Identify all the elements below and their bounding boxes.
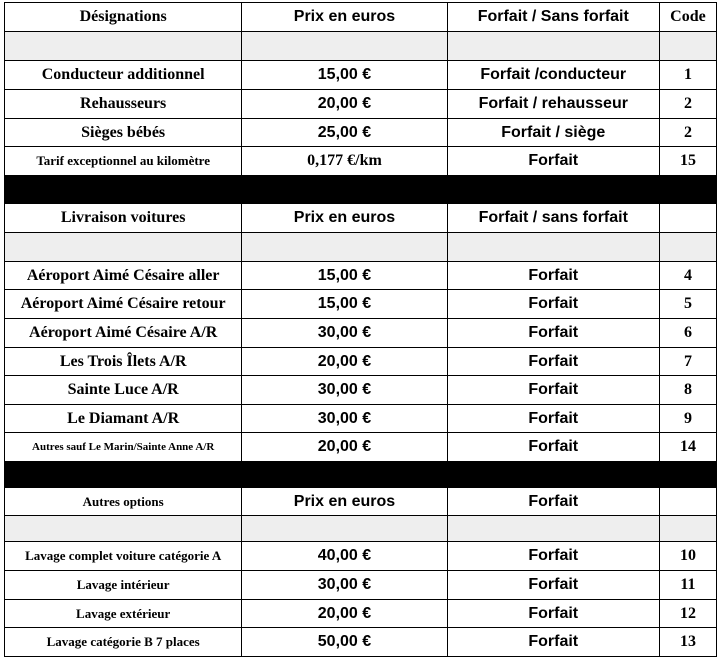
row-code: 9 xyxy=(659,405,716,433)
price-table xyxy=(4,2,717,657)
table-row xyxy=(5,542,717,571)
header-designation: Autres options xyxy=(5,488,242,516)
row-designation: Lavage catégorie B 7 places xyxy=(5,628,242,657)
table-row xyxy=(5,262,717,290)
row-price: 30,00 € xyxy=(242,376,447,405)
header-price: Prix en euros xyxy=(242,204,447,233)
row-code: 12 xyxy=(659,600,716,628)
spacer-row xyxy=(5,233,717,262)
header-code xyxy=(659,488,716,516)
row-type: Forfait / rehausseur xyxy=(447,90,659,119)
row-designation: Lavage extérieur xyxy=(5,600,242,628)
row-type: Forfait / siège xyxy=(447,119,659,147)
row-code: 11 xyxy=(659,571,716,600)
row-designation: Rehausseurs xyxy=(5,90,242,119)
row-price: 20,00 € xyxy=(242,90,447,119)
row-price: 0,177 €/km xyxy=(242,147,447,176)
table-row xyxy=(5,405,717,433)
row-price: 40,00 € xyxy=(242,542,447,571)
row-type: Forfait xyxy=(447,290,659,319)
table-row xyxy=(5,600,717,628)
table-row xyxy=(5,61,717,90)
table-row xyxy=(5,119,717,147)
row-price: 30,00 € xyxy=(242,319,447,348)
row-code: 2 xyxy=(659,119,716,147)
row-code: 6 xyxy=(659,319,716,348)
row-type: Forfait xyxy=(447,262,659,290)
row-price: 30,00 € xyxy=(242,571,447,600)
row-type: Forfait xyxy=(447,405,659,433)
row-designation: Autres sauf Le Marin/Sainte Anne A/R xyxy=(5,433,242,462)
row-price: 20,00 € xyxy=(242,433,447,462)
row-type: Forfait xyxy=(447,348,659,376)
row-code: 14 xyxy=(659,433,716,462)
header-type: Forfait / sans forfait xyxy=(447,204,659,233)
section-header-row xyxy=(5,488,717,516)
row-type: Forfait xyxy=(447,542,659,571)
row-code: 10 xyxy=(659,542,716,571)
row-type: Forfait xyxy=(447,571,659,600)
row-type: Forfait xyxy=(447,319,659,348)
row-code: 4 xyxy=(659,262,716,290)
row-code: 8 xyxy=(659,376,716,405)
table-row xyxy=(5,628,717,657)
table-row xyxy=(5,147,717,176)
row-code: 1 xyxy=(659,61,716,90)
header-type: Forfait / Sans forfait xyxy=(447,3,659,32)
row-designation: Conducteur additionnel xyxy=(5,61,242,90)
row-code: 5 xyxy=(659,290,716,319)
table-row xyxy=(5,433,717,462)
row-price: 25,00 € xyxy=(242,119,447,147)
row-price: 20,00 € xyxy=(242,600,447,628)
table-row xyxy=(5,90,717,119)
table-header-row xyxy=(5,3,717,32)
header-price: Prix en euros xyxy=(242,3,447,32)
section-divider xyxy=(5,462,717,488)
row-designation: Sainte Luce A/R xyxy=(5,376,242,405)
row-type: Forfait /conducteur xyxy=(447,61,659,90)
row-designation: Le Diamant A/R xyxy=(5,405,242,433)
row-code: 15 xyxy=(659,147,716,176)
header-code xyxy=(659,204,716,233)
table-row xyxy=(5,376,717,405)
spacer-row xyxy=(5,516,717,542)
row-price: 20,00 € xyxy=(242,348,447,376)
row-type: Forfait xyxy=(447,628,659,657)
header-code: Code xyxy=(659,3,716,32)
row-type: Forfait xyxy=(447,433,659,462)
section-divider xyxy=(5,176,717,204)
section-header-row xyxy=(5,204,717,233)
row-code: 13 xyxy=(659,628,716,657)
row-type: Forfait xyxy=(447,376,659,405)
row-designation: Sièges bébés xyxy=(5,119,242,147)
row-type: Forfait xyxy=(447,147,659,176)
table-row xyxy=(5,571,717,600)
row-designation: Les Trois Îlets A/R xyxy=(5,348,242,376)
row-designation: Tarif exceptionnel au kilomètre xyxy=(5,147,242,176)
row-designation: Aéroport Aimé Césaire retour xyxy=(5,290,242,319)
header-type: Forfait xyxy=(447,488,659,516)
row-designation: Lavage complet voiture catégorie A xyxy=(5,542,242,571)
row-price: 15,00 € xyxy=(242,61,447,90)
header-designation: Désignations xyxy=(5,3,242,32)
row-price: 15,00 € xyxy=(242,262,447,290)
row-designation: Aéroport Aimé Césaire aller xyxy=(5,262,242,290)
table-row xyxy=(5,348,717,376)
header-price: Prix en euros xyxy=(242,488,447,516)
row-designation: Lavage intérieur xyxy=(5,571,242,600)
row-price: 15,00 € xyxy=(242,290,447,319)
table-row xyxy=(5,319,717,348)
spacer-row xyxy=(5,32,717,61)
row-code: 2 xyxy=(659,90,716,119)
row-price: 30,00 € xyxy=(242,405,447,433)
row-designation: Aéroport Aimé Césaire A/R xyxy=(5,319,242,348)
row-type: Forfait xyxy=(447,600,659,628)
table-row xyxy=(5,290,717,319)
row-price: 50,00 € xyxy=(242,628,447,657)
row-code: 7 xyxy=(659,348,716,376)
header-designation: Livraison voitures xyxy=(5,204,242,233)
